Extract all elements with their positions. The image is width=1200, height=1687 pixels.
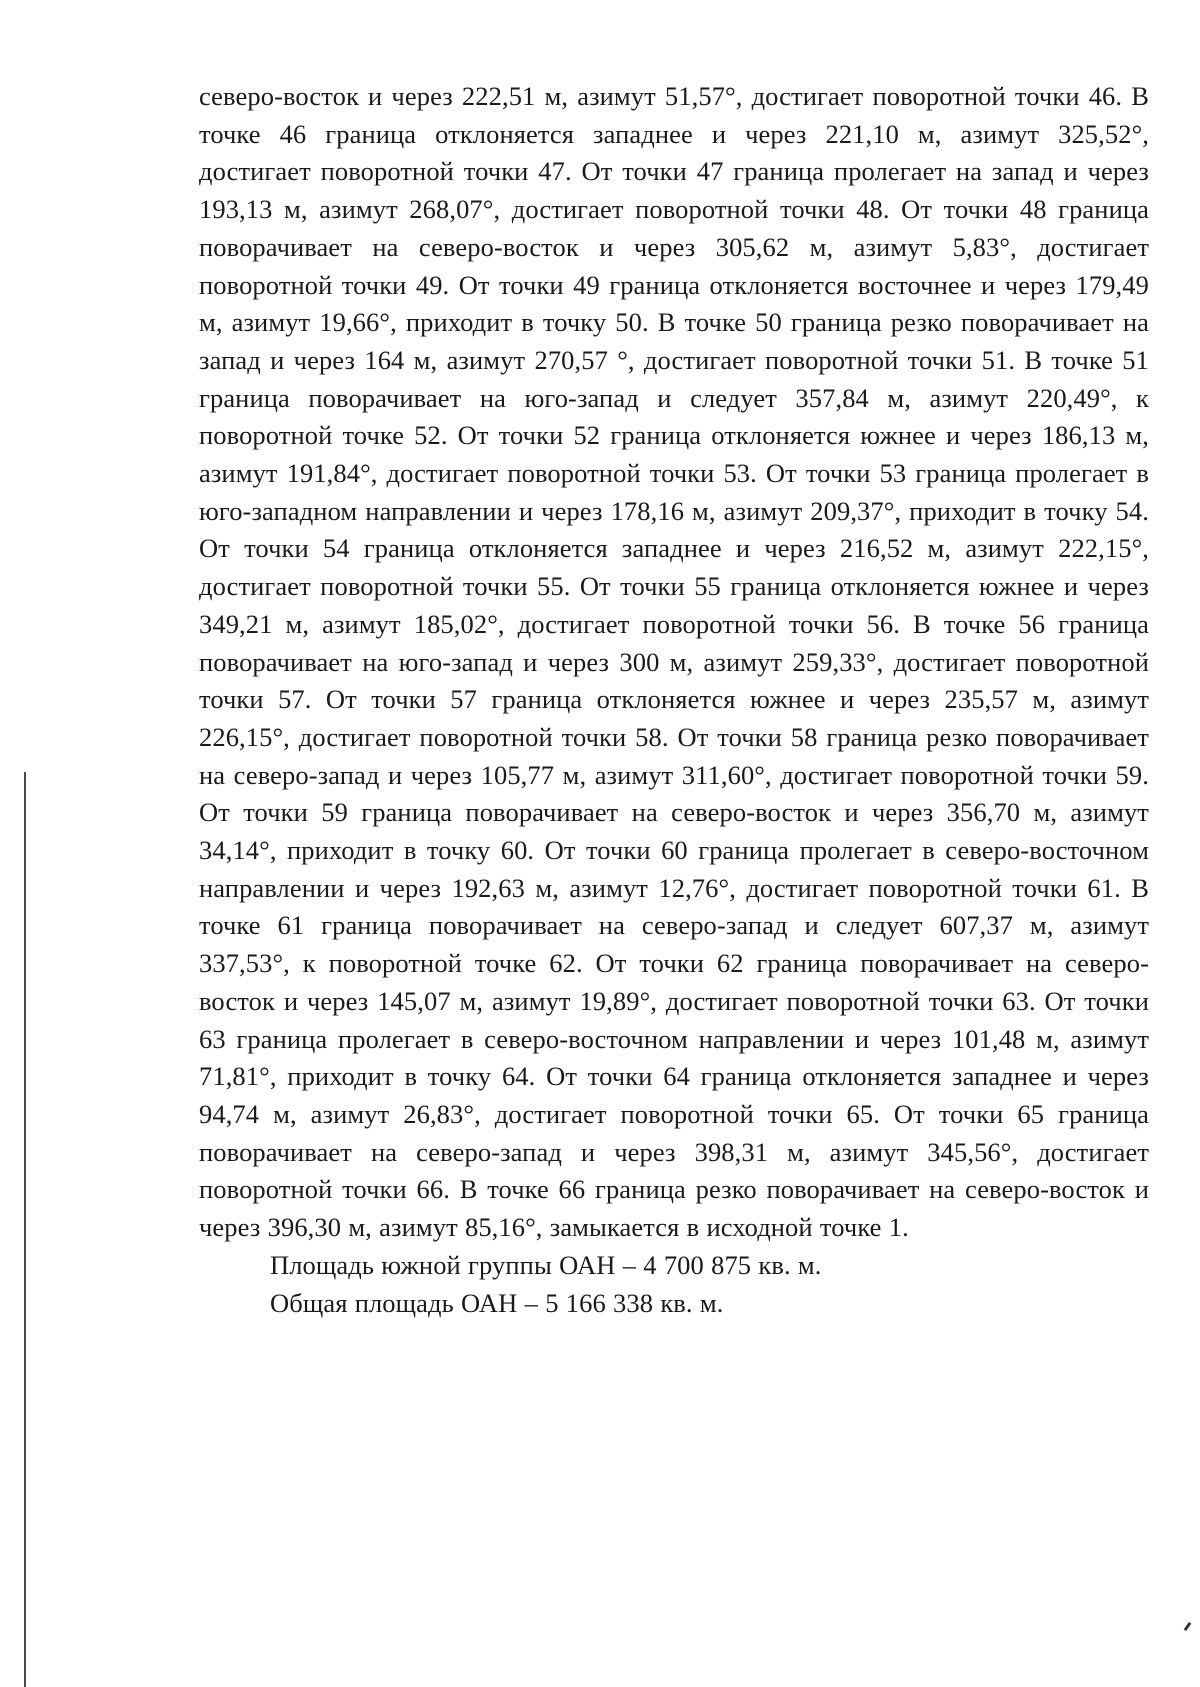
scan-edge-line <box>24 772 26 1687</box>
document-body <box>199 78 1149 1322</box>
scan-mark <box>1184 1622 1192 1631</box>
south-group-area-line: Площадь южной группы ОАН – 4 700 875 кв. м. <box>270 1249 822 1280</box>
total-area-line: Общая площадь ОАН – 5 166 338 кв. м. <box>270 1287 724 1318</box>
boundary-description-paragraph: северо-восток и через 222,51 м, азимут 51,57°, достигает поворотной точки 46. В точке 46 граница отклоняется западнее и через 221,10 м, азимут 325,52°, достигает поворотной точки 47. От точки 47 граница пролегает на запад и через 193,13 м, азимут 268,07°, достигает поворотной точки 48. От точки 48 граница поворачивает на северо-восток и через 305,62 м, азимут 5,83°, достигает поворотной точки 49. От точки 49 граница отклоняется восточнее и через 179,49 м, азимут 19,66°, приходит в точку 50. В точке 50 граница резко поворачивает на запад и через 164 м, азимут 270,57 °, достигает поворотной точки 51. В точке 51 граница поворачивает на юго-запад и следует 357,84 м, азимут 220,49°, к поворотной точке 52. От точки 52 граница отклоняется южнее и через 186,13 м, азимут 191,84°, достигает поворотной точки 53. От точки 53 граница пролегает в юго-западном направлении и через 178,16 м, азимут 209,37°, приходит в точку 54. От точки 54 граница отклоняется западнее и через 216,52 м, азимут 222,15°, достигает поворотной точки 55. От точки 55 граница отклоняется южнее и через 349,21 м, азимут 185,02°, достигает поворотной точки 56. В точке 56 граница поворачивает на юго-запад и через 300 м, азимут 259,33°, достигает поворотной точки 57. От точки 57 граница отклоняется южнее и через 235,57 м, азимут 226,15°, достигает поворотной точки 58. От точки 58 граница резко поворачивает на северо-запад и через 105,77 м, азимут 311,60°, достигает поворотной точки 59. От точки 59 граница поворачивает на северо-восток и через 356,70 м, азимут 34,14°, приходит в точку 60. От точки 60 граница пролегает в северо-восточном направлении и через 192,63 м, азимут 12,76°, достигает поворотной точки 61. В точке 61 граница поворачивает на северо-запад и следует 607,37 м, азимут 337,53°, к поворотной точке 62. От точки 62 граница поворачивает на северо-восток и через 145,07 м, азимут 19,89°, достигает поворотной точки 63. От точки 63 граница пролегает в северо-восточном направлении и через 101,48 м, азимут 71,81°, приходит в точку 64. От точки 64 граница отклоняется западнее и через 94,74 м, азимут 26,83°, достигает поворотной точки 65. От точки 65 граница поворачивает на северо-запад и через 398,31 м, азимут 345,56°, достигает поворотной точки 66. В точке 66 граница резко поворачивает на северо-восток и через 396,30 м, азимут 85,16°, замыкается в исходной точке 1. <box>199 81 1149 1243</box>
